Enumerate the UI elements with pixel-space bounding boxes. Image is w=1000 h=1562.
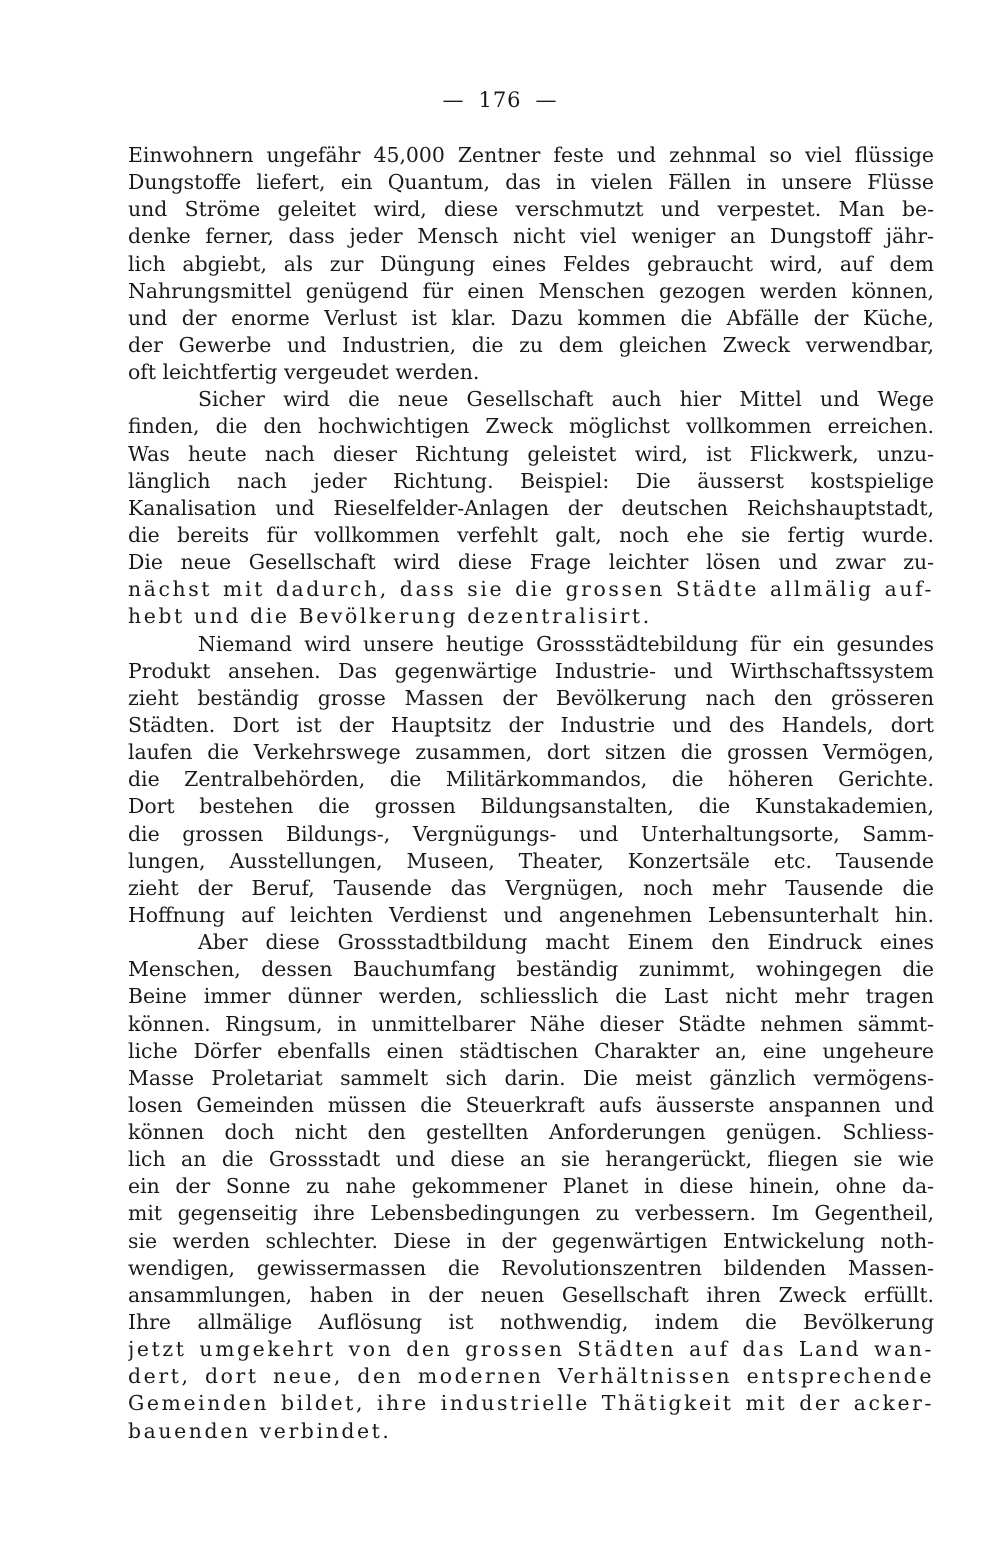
text-line: Sicher wird die neue Gesellschaft auch hier Mittel und Wege <box>198 387 934 412</box>
text-line: und der enorme Verlust ist klar. Dazu kommen die Abfälle der Küche, <box>128 305 934 330</box>
text-line: Niemand wird unsere heutige Grossstädtebildung für ein gesundes <box>198 631 934 656</box>
text-line: können. Ringsum, in unmittelbarer Nähe dieser Städte nehmen sämmt- <box>128 1011 934 1036</box>
text-line: der Gewerbe und Industrien, die zu dem gleichen Zweck verwendbar, <box>128 332 934 357</box>
text-line: Was heute nach dieser Richtung geleistet wird, ist Flickwerk, unzu- <box>128 441 934 466</box>
header-dash-left: — <box>442 88 465 112</box>
text-line: die Zentralbehörden, die Militärkommandos, die höheren Gerichte. <box>128 767 934 792</box>
text-line: lich an die Grossstadt und diese an sie herangerückt, fliegen sie wie <box>128 1147 934 1172</box>
text-line: Aber diese Grossstadtbildung macht Einem den Eindruck eines <box>198 930 934 955</box>
text-line: lungen, Ausstellungen, Museen, Theater, Konzertsäle etc. Tausende <box>128 848 934 873</box>
text-line: zieht der Beruf, Tausende das Vergnügen, noch mehr Tausende die <box>128 875 934 900</box>
text-line: Einwohnern ungefähr 45,000 Zentner feste und zehnmal so viel flüssige <box>128 143 934 167</box>
text-line: lich abgiebt, als zur Düngung eines Feldes gebraucht wird, auf dem <box>128 251 934 276</box>
page-number: 176 <box>478 88 522 112</box>
text-line: sie werden schlechter. Diese in der gegenwärtigen Entwickelung noth- <box>128 1228 934 1253</box>
text-line: liche Dörfer ebenfalls einen städtischen Charakter an, eine ungeheure <box>128 1038 934 1063</box>
text-line: Masse Proletariat sammelt sich darin. Die meist gänzlich vermögens- <box>128 1065 934 1090</box>
text-line: Beine immer dünner werden, schliesslich die Last nicht mehr tragen <box>128 984 934 1009</box>
text-line: die grossen Bildungs-, Vergnügungs- und Unterhaltungsorte, Samm- <box>128 821 934 846</box>
text-line: dert, dort neue, den modernen Verhältnissen entsprechende <box>128 1364 934 1389</box>
text-line: und Ströme geleitet wird, diese verschmutzt und verpestet. Man be- <box>128 197 934 222</box>
text-line: wendigen, gewissermassen die Revolutionszentren bildenden Massen- <box>128 1255 934 1280</box>
header-dash-right: — <box>535 88 558 112</box>
body-text <box>128 142 934 1445</box>
text-line: bauenden verbindet. <box>128 1418 392 1443</box>
text-line: Dungstoffe liefert, ein Quantum, das in vielen Fällen in unsere Flüsse <box>128 170 934 195</box>
text-line: Gemeinden bildet, ihre industrielle Thätigkeit mit der acker- <box>128 1391 934 1416</box>
text-line: ein der Sonne zu nahe gekommener Planet in diese hinein, ohne da- <box>128 1174 934 1199</box>
text-line: laufen die Verkehrswege zusammen, dort sitzen die grossen Vermögen, <box>128 740 934 765</box>
text-line: Dort bestehen die grossen Bildungsanstalten, die Kunstakademien, <box>128 794 934 819</box>
text-line: Hoffnung auf leichten Verdienst und angenehmen Lebensunterhalt hin. <box>128 902 934 927</box>
text-line: oft leichtfertig vergeudet werden. <box>128 360 480 385</box>
text-line: losen Gemeinden müssen die Steuerkraft aufs äusserste anspannen und <box>128 1092 934 1117</box>
text-line: die bereits für vollkommen verfehlt galt, noch ehe sie fertig wurde. <box>128 522 934 547</box>
text-line: finden, die den hochwichtigen Zweck möglichst vollkommen erreichen. <box>128 414 934 439</box>
text-line: länglich nach jeder Richtung. Beispiel: Die äusserst kostspielige <box>128 468 934 493</box>
text-line: zieht beständig grosse Massen der Bevölkerung nach den grösseren <box>128 685 934 710</box>
text-line: Produkt ansehen. Das gegenwärtige Industrie- und Wirthschaftssystem <box>128 658 934 683</box>
text-line: Städten. Dort ist der Hauptsitz der Industrie und des Handels, dort <box>128 712 934 737</box>
page-header <box>0 88 1000 112</box>
text-line: mit gegenseitig ihre Lebensbedingungen zu verbessern. Im Gegentheil, <box>128 1201 934 1226</box>
text-line: können doch nicht den gestellten Anforderungen genügen. Schliess- <box>128 1120 934 1145</box>
text-line: jetzt umgekehrt von den grossen Städten auf das Land wan- <box>128 1337 934 1362</box>
text-line: Menschen, dessen Bauchumfang beständig zunimmt, wohingegen die <box>128 957 934 982</box>
text-line: Kanalisation und Rieselfelder-Anlagen der deutschen Reichshauptstadt, <box>128 495 934 520</box>
text-line: Ihre allmälige Auflösung ist nothwendig, indem die Bevölkerung <box>128 1310 934 1335</box>
text-line: ansammlungen, haben in der neuen Gesellschaft ihren Zweck erfüllt. <box>128 1282 934 1307</box>
text-line: hebt und die Bevölkerung dezentralisirt. <box>128 604 652 629</box>
text-line: Nahrungsmittel genügend für einen Menschen gezogen werden können, <box>128 278 934 303</box>
text-line: denke ferner, dass jeder Mensch nicht viel weniger an Dungstoff jähr- <box>128 224 934 249</box>
text-line: Die neue Gesellschaft wird diese Frage leichter lösen und zwar zu- <box>128 550 934 575</box>
text-line: nächst mit dadurch, dass sie die grossen Städte allmälig auf- <box>128 577 934 602</box>
